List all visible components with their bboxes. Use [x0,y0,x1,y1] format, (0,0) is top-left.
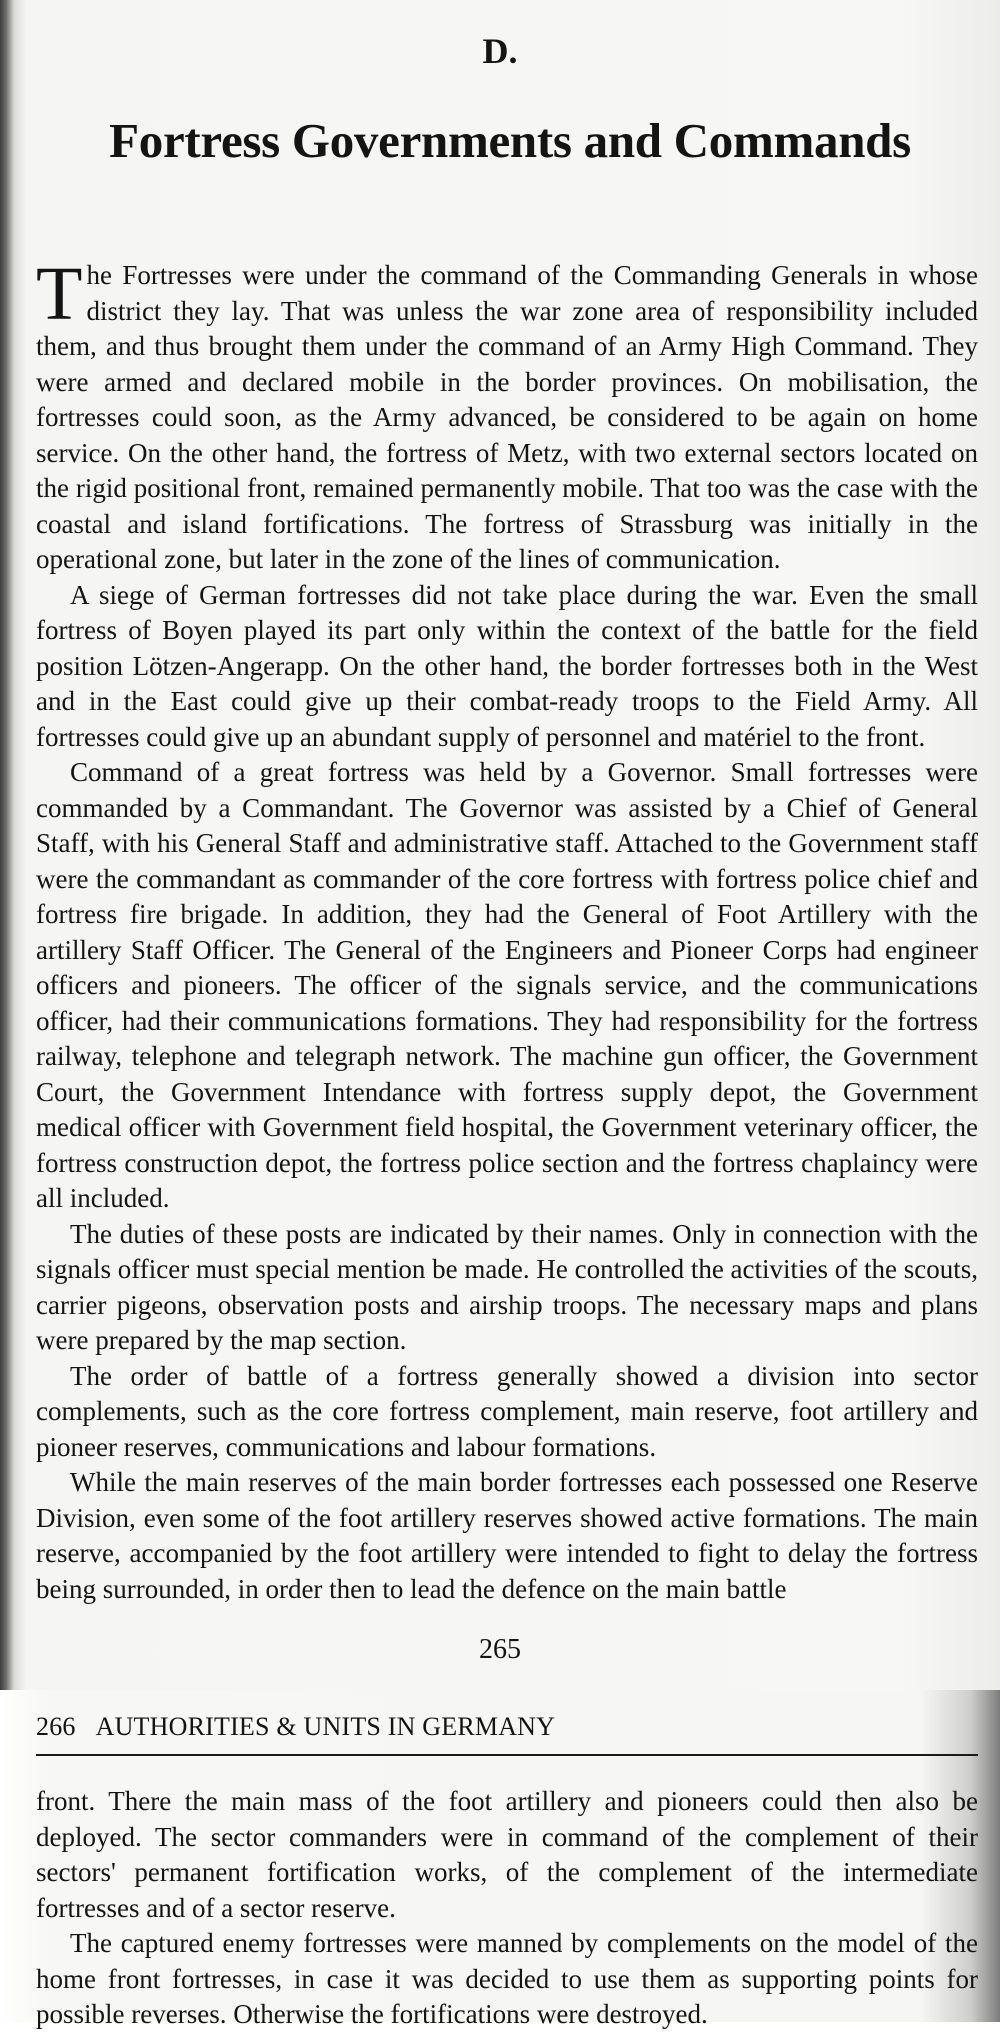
paragraph-5: The order of battle of a fortress generally showed a division into sector complements, such as the core fortress complement, main reserve, foot artillery and pioneer reserves, communications and labour formations. [36,1360,978,1462]
header-rule [36,1754,978,1756]
running-head-page-number: 266 [36,1712,76,1741]
page-number: 265 [479,1634,521,1665]
page-266-body [36,1784,978,2033]
paragraph-continued: front. There the main mass of the foot artillery and pioneers could then also be deployed. The sector commanders were in command of the complement of their sectors' permanent fortification works, of the complement of the intermediate fortresses and of a sector reserve. [36,1786,978,1923]
paragraph-3: Command of a great fortress was held by a Governor. Small fortresses were commanded by a Commandant. The Governor was assisted by a Chief of General Staff, with his General Staff and administrative staff. Attached to the Government staff were the commandant as commander of the core fortress with fortress police chief and fortress fire brigade. In addition, they had the General of Foot Artillery with the artillery Staff Officer. The General of the Engineers and Pioneer Corps had engineer officers and pioneers. The officer of the signals service, and the communications officer, had their communications formations. They had responsibility for the fortress railway, telephone and telegraph network. The machine gun officer, the Government Court, the Government Intendance with fortress supply depot, the Government medical officer with Government field hospital, the Government veterinary officer, the fortress construction depot, the fortress police section and the fortress chaplaincy were all included. [36,757,978,1213]
paragraph-2: A siege of German fortresses did not take place during the war. Even the small fortress of Boyen played its part only within the context of the battle for the field position Lötzen-Angerapp. On the other hand, the border fortresses both in the West and in the East could give up their combat-ready troops to the Field Army. All fortresses could give up an abundant supply of personnel and matériel to the front. [36,579,978,752]
bleed-through-text [80,0,980,24]
paragraph-4: The duties of these posts are indicated by their names. Only in connection with the signals officer must special mention be made. He controlled the activities of the scouts, carrier pigeons, observation posts and airship troops. The necessary maps and plans were prepared by the map section. [36,1218,978,1355]
page-266 [0,1690,1000,2029]
page-265-body [36,252,978,1607]
drop-cap: T [36,252,83,336]
running-head [36,1712,978,1742]
chapter-title: Fortress Governments and Commands [109,113,911,168]
paragraph-1-text: he Fortresses were under the command of the Commanding Generals in whose district they lay. That was unless the war zone area of responsibility included them, and thus brought them under the command of an Army High Command. They were armed and declared mobile in the border provinces. On mobilisation, the fortresses could soon, as the Army advanced, be considered to be again on home service. On the other hand, the fortress of Metz, with two external sectors located on the rigid positional front, remained permanently mobile. That too was the case with the coastal and island fortifications. The fortress of Strassburg was initially in the operational zone, but later in the zone of the lines of communication. [36,260,978,574]
paragraph-7: The captured enemy fortresses were manned by complements on the model of the home front fortresses, in case it was decided to use them as supporting points for possible reverses. Otherwise the fortifications were destroyed. [36,1928,978,2029]
running-head-title: AUTHORITIES & UNITS IN GERMANY [95,1712,556,1741]
section-letter: D. [482,31,518,71]
paragraph-1 [36,252,978,578]
paragraph-6: While the main reserves of the main border fortresses each possessed one Reserve Division, even some of the foot artillery reserves showed active formations. The main reserve, accompanied by the foot artillery were intended to fight to delay the fortress being surrounded, in order then to lead the defence on the main battle [36,1467,978,1604]
